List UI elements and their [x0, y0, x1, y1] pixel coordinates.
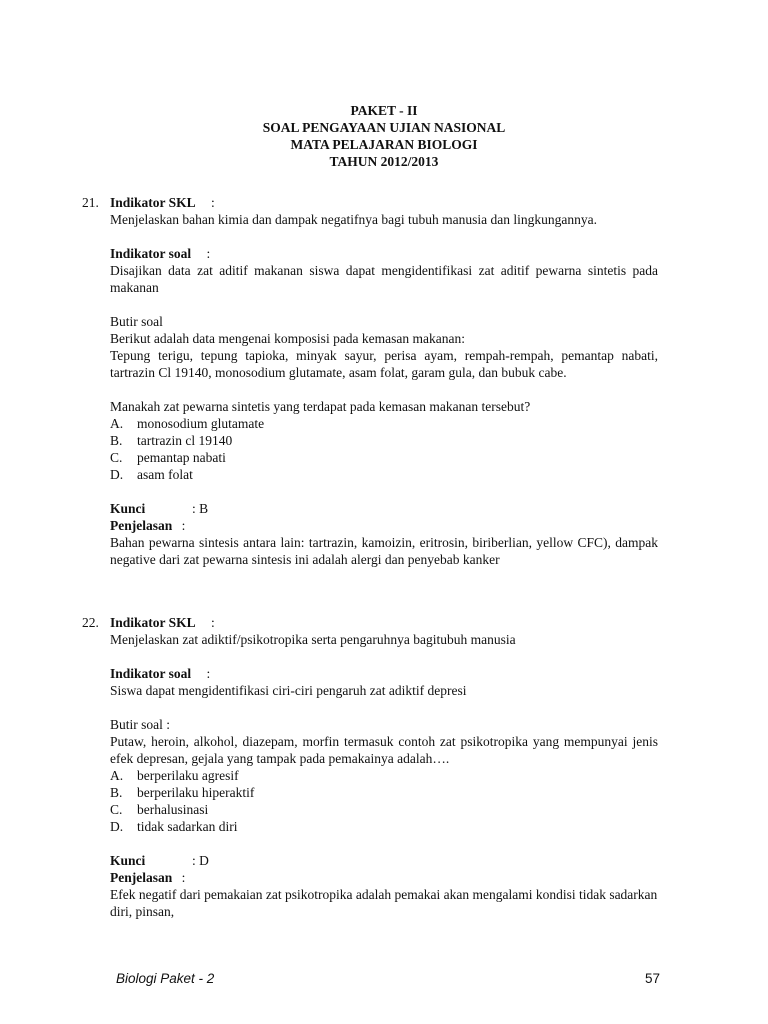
option-letter: C. [110, 802, 123, 817]
option-letter: D. [110, 467, 124, 482]
option-text: pemantap nabati [137, 450, 226, 465]
penjelasan-heading [110, 517, 658, 534]
question-number: 22. [82, 615, 99, 630]
option-d [110, 466, 658, 483]
header-line-4: TAHUN 2012/2013 [329, 154, 439, 169]
soal-label: Indikator soal [110, 246, 192, 261]
question-21 [82, 194, 658, 568]
penjelasan-text: Bahan pewarna sintesis antara lain: tartrazin, kamoizin, eritrosin, biriberlian, yellow CFC), dampak negative dari zat pewarna sintesis ini adalah alergi dan penyebab kanker [110, 535, 658, 567]
option-text: monosodium glutamate [137, 416, 265, 431]
option-letter: D. [110, 819, 124, 834]
penjelasan-heading [110, 869, 658, 886]
kunci-line [110, 852, 658, 869]
skl-heading [110, 194, 658, 211]
soal-colon: : [206, 246, 211, 261]
footer-title: Biologi Paket - 2 [116, 971, 215, 986]
page-number: 57 [644, 971, 660, 986]
option-text: berperilaku agresif [137, 768, 239, 783]
soal-label: Indikator soal [110, 666, 192, 681]
kunci-value: : D [192, 853, 209, 868]
skl-label: Indikator SKL [110, 615, 196, 630]
question-22 [82, 614, 658, 920]
butir-label: Butir soal : [110, 717, 170, 732]
soal-text: Siswa dapat mengidentifikasi ciri-ciri pengaruh zat adiktif depresi [110, 683, 467, 698]
skl-colon: : [211, 195, 215, 210]
butir-intro: Berikut adalah data mengenai komposisi pada kemasan makanan: [110, 331, 466, 346]
butir-data: Tepung terigu, tepung tapioka, minyak sayur, perisa ayam, rempah-rempah, pemantap nabati, tartrazin Cl 19140, monosodium glutamate, asam folat, garam gula, dan bubuk cabe. [110, 348, 658, 380]
option-a [110, 415, 658, 432]
skl-text: Menjelaskan zat adiktif/psikotropika serta pengaruhnya bagitubuh manusia [110, 632, 516, 647]
question-number: 21. [82, 195, 99, 210]
soal-heading [110, 245, 658, 262]
document-header [0, 102, 768, 170]
soal-heading [110, 665, 658, 682]
option-text: asam folat [137, 467, 193, 482]
header-line-2: SOAL PENGAYAAN UJIAN NASIONAL [262, 120, 506, 135]
skl-colon: : [211, 615, 215, 630]
option-c [110, 449, 658, 466]
option-letter: A. [110, 416, 124, 431]
penjelasan-text: Efek negatif dari pemakaian zat psikotropika adalah pemakai akan mengalami kondisi tidak sadarkan diri, pinsan, [110, 887, 658, 919]
kunci-line [110, 500, 658, 517]
penjelasan-label: Penjelasan [110, 870, 173, 885]
penjelasan-colon: : [181, 870, 186, 885]
penjelasan-colon: : [181, 518, 186, 533]
kunci-label: Kunci [110, 501, 146, 516]
option-text: berhalusinasi [137, 802, 209, 817]
option-a [110, 767, 658, 784]
option-b [110, 432, 658, 449]
option-b [110, 784, 658, 801]
option-letter: A. [110, 768, 124, 783]
skl-label: Indikator SKL [110, 195, 196, 210]
header-line-1: PAKET - II [350, 103, 418, 118]
penjelasan-label: Penjelasan [110, 518, 173, 533]
soal-text: Disajikan data zat aditif makanan siswa dapat mengidentifikasi zat aditif pewarna sintetis pada makanan [110, 263, 658, 295]
kunci-value: : B [192, 501, 209, 516]
header-line-3: MATA PELAJARAN BIOLOGI [290, 137, 478, 152]
option-text: tartrazin cl 19140 [137, 433, 233, 448]
skl-heading [110, 614, 658, 631]
butir-label: Butir soal [110, 314, 163, 329]
soal-colon: : [206, 666, 211, 681]
option-d [110, 818, 658, 835]
question-text: Manakah zat pewarna sintetis yang terdapat pada kemasan makanan tersebut? [110, 399, 531, 414]
kunci-label: Kunci [110, 853, 146, 868]
option-c [110, 801, 658, 818]
option-letter: C. [110, 450, 123, 465]
option-letter: B. [110, 785, 123, 800]
option-letter: B. [110, 433, 123, 448]
question-text: Putaw, heroin, alkohol, diazepam, morfin termasuk contoh zat psikotropika yang mempunyai jenis efek depresan, gejala yang tampak pada pemakainya adalah…. [110, 734, 658, 766]
option-text: berperilaku hiperaktif [137, 785, 255, 800]
skl-text: Menjelaskan bahan kimia dan dampak negatifnya bagi tubuh manusia dan lingkungannya. [110, 212, 597, 227]
option-text: tidak sadarkan diri [137, 819, 238, 834]
